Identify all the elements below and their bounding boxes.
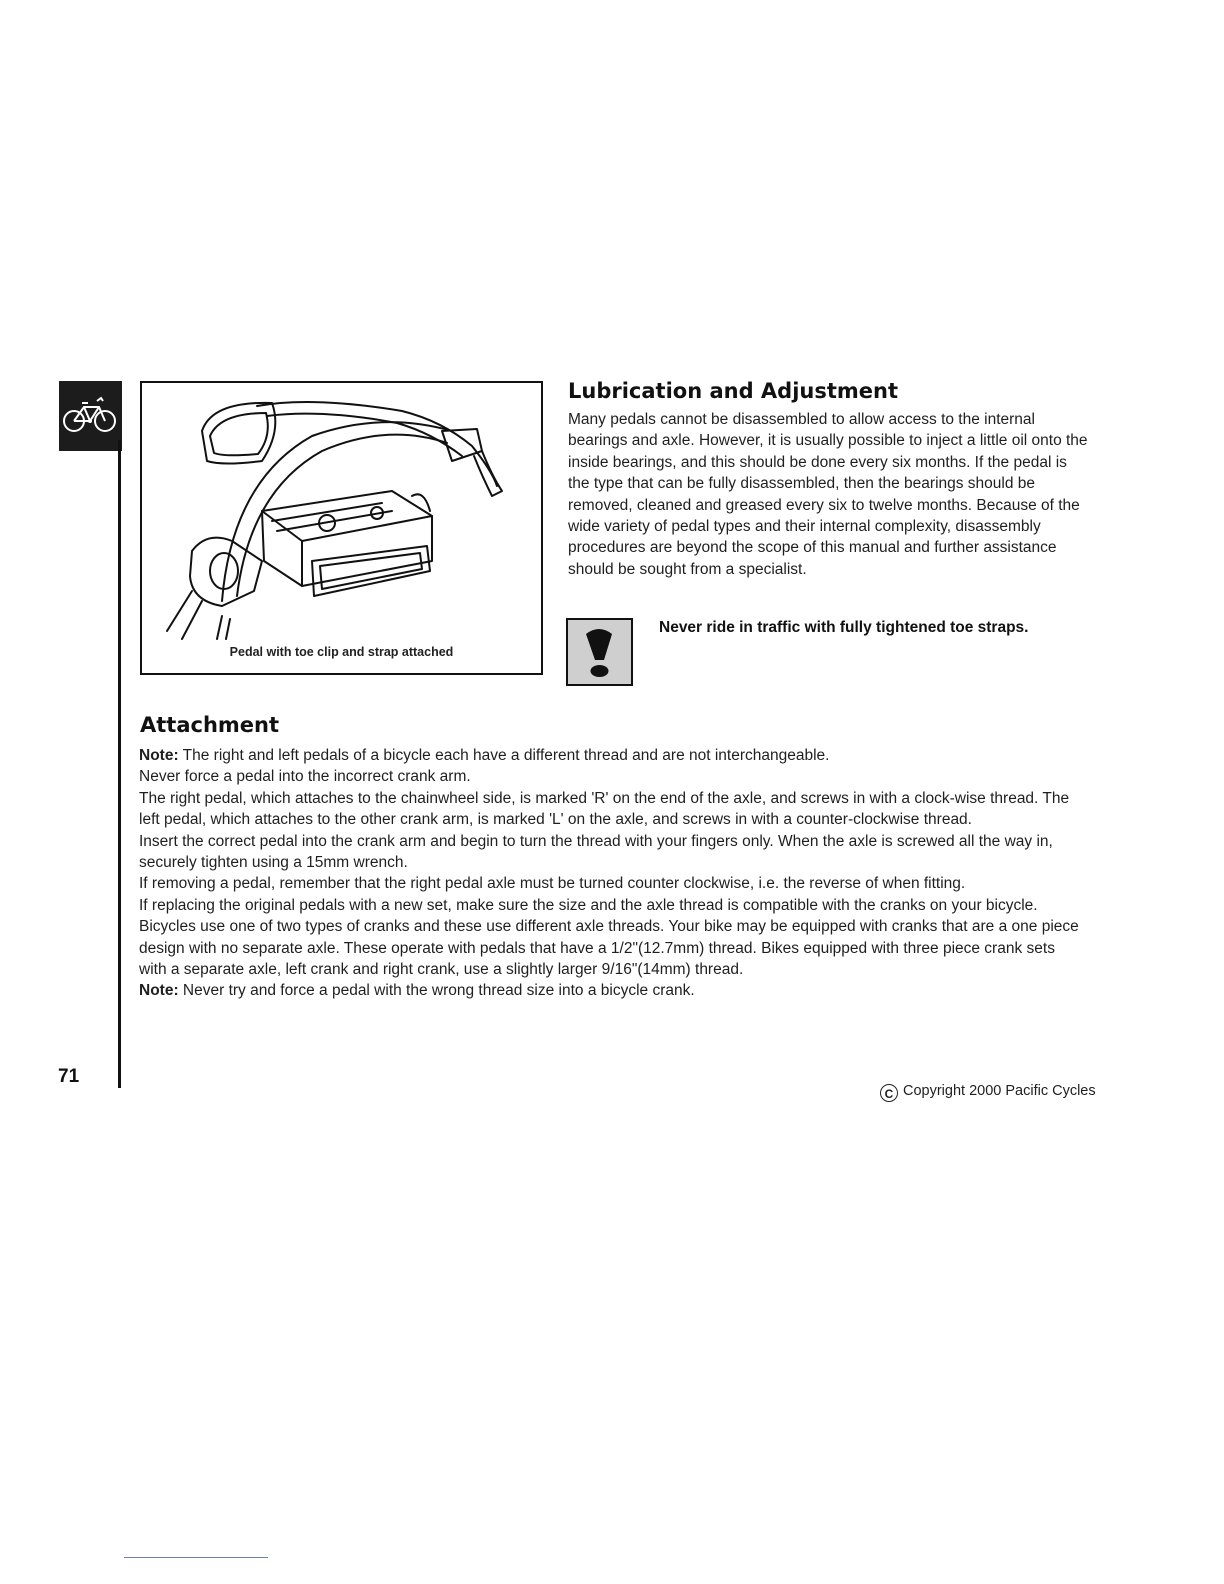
note-paragraph [139, 980, 1084, 1001]
warning-text: Never ride in traffic with fully tightened toe straps. [659, 619, 1029, 636]
paragraph: Never force a pedal into the incorrect crank arm. [139, 768, 471, 786]
figure-caption: Pedal with toe clip and strap attached [229, 645, 454, 659]
attachment-heading: Attachment [140, 713, 280, 737]
note-label: Note: [139, 747, 179, 764]
pedal-figure [140, 381, 543, 675]
pedal-illustration [162, 391, 522, 641]
paragraph: If removing a pedal, remember that the right pedal axle must be turned counter clockwise, i.e. the reverse of when fitting. [139, 875, 966, 893]
bicycle-icon [61, 385, 119, 447]
note-label: Note: [139, 982, 179, 1000]
lubrication-heading: Lubrication and Adjustment [568, 379, 899, 403]
paragraph: If replacing the original pedals with a new set, make sure the size and the axle thread is compatible with the cranks on your bicycle. Bicycles use one of two types of cranks and these use different axle threads. Your bike may be equipped with cranks that are a one piece design with no separate axle. These operate with pedals that have a 1/2"(12.7mm) thread. Bikes equipped with three piece crank sets with a separate axle, left crank and right crank, use a slightly larger 9/16"(14mm) thread. [139, 896, 1079, 979]
section-tab [59, 381, 122, 451]
page-number: 71 [58, 1066, 80, 1087]
margin-rule [118, 440, 121, 1088]
paragraph: The right pedal, which attaches to the chainwheel side, is marked 'R' on the end of the axle, and screws in with a clock-wise thread. The left pedal, which attaches to the other crank arm, is marked 'L' on the axle, and screws in with a counter-clockwise thread. [139, 789, 1070, 829]
copyright-text: Copyright 2000 Pacific Cycles [903, 1083, 1096, 1099]
paragraph: Insert the correct pedal into the crank arm and begin to turn the thread with your fingers only. When the axle is screwed all the way in, securely tighten using a 15mm wrench. [139, 832, 1053, 872]
note-text: Never try and force a pedal with the wrong thread size into a bicycle crank. [178, 982, 695, 1000]
bottom-rule [124, 1557, 268, 1558]
note-text: The right and left pedals of a bicycle each have a different thread and are not interchangeable. [178, 747, 830, 764]
copyright [880, 1083, 1096, 1102]
note-paragraph [139, 745, 1084, 766]
lubrication-body: Many pedals cannot be disassembled to allow access to the internal bearings and axle. However, it is usually possible to inject a little oil onto the inside bearings, and this should be done every six months. If the pedal is the type that can be fully disassembled, then the bearings should be removed, cleaned and greased every six to twelve months. Because of the wide variety of pedal types and their internal complexity, disassembly procedures are beyond the scope of this manual and further assistance should be sought from a specialist. [568, 411, 1088, 578]
warning-icon [566, 618, 633, 686]
attachment-body [139, 745, 1084, 1002]
copyright-icon: C [880, 1084, 898, 1102]
